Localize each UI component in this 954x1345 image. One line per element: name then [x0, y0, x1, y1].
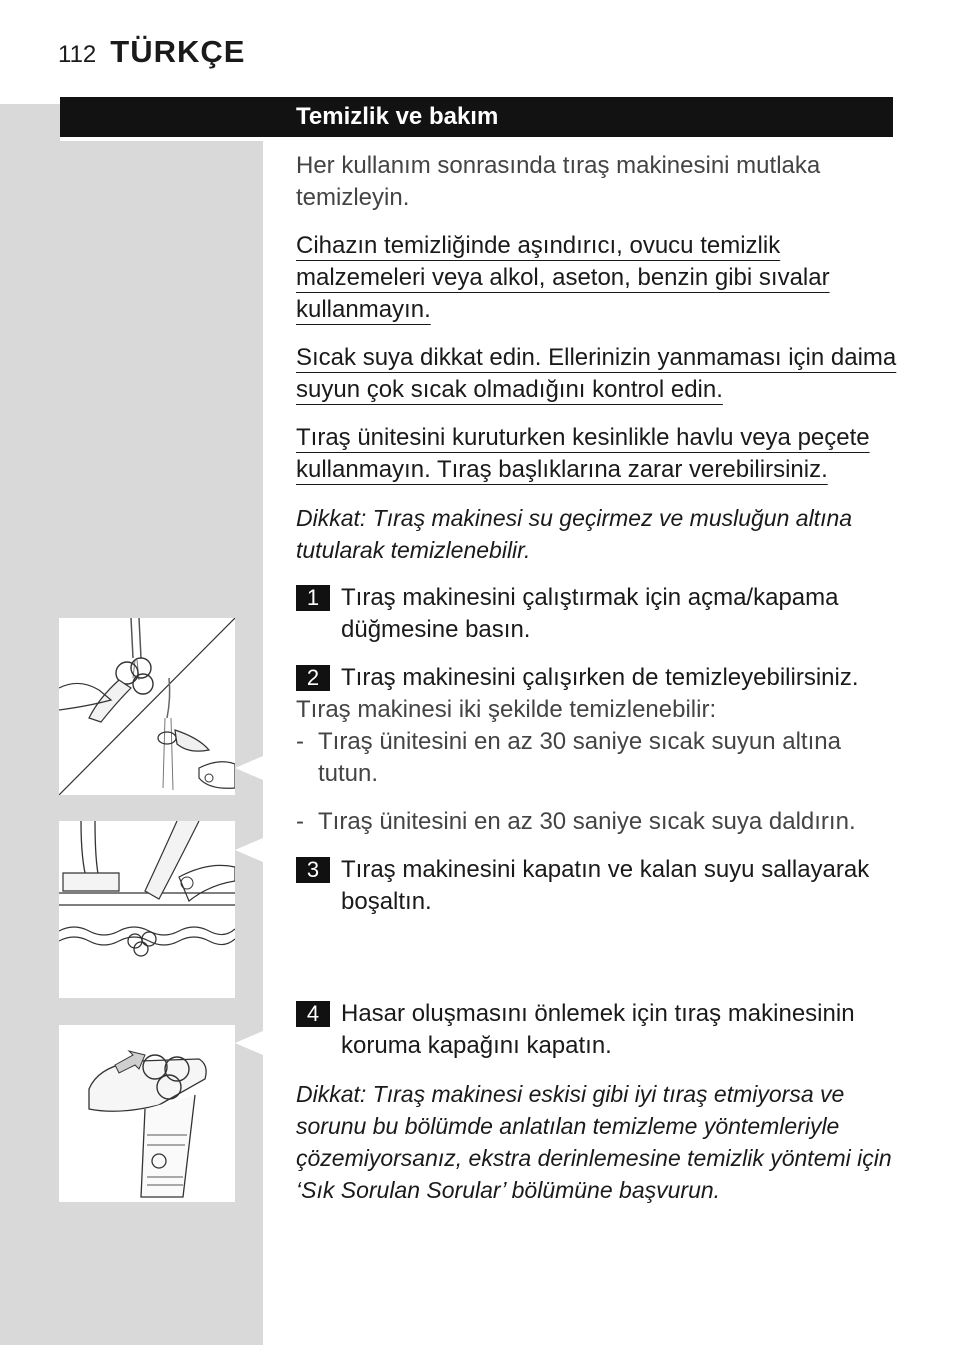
step-item: [296, 582, 906, 646]
page-header: [58, 34, 245, 70]
step-item: [296, 998, 906, 1062]
bullet-dash: -: [296, 808, 304, 835]
bullet-item: [296, 726, 906, 790]
main-content: [296, 150, 906, 1222]
figure-protection-cap: [59, 1025, 235, 1202]
step-item: [296, 854, 906, 918]
step-text: Tıraş makinesini kapatın ve kalan suyu sallayarak boşaltın.: [341, 856, 870, 915]
step-text: Tıraş makinesini çalışırken de temizleyebilirsiniz.: [341, 664, 859, 691]
section-header-bar: [60, 97, 893, 137]
step-text: Tıraş makinesini çalıştırmak için açma/kapama düğmesine basın.: [341, 584, 839, 643]
bullet-item: [296, 806, 906, 838]
bullet-text: Tıraş ünitesini en az 30 saniye sıcak suyun altına tutun.: [318, 728, 841, 787]
intro-text: Her kullanım sonrasında tıraş makinesini mutlaka temizleyin.: [296, 152, 821, 211]
step-number-badge: 4: [296, 1001, 330, 1027]
step-number-badge: 3: [296, 857, 330, 883]
warning-text: Tıraş ünitesini kuruturken kesinlikle havlu veya peçete kullanmayın. Tıraş başlıklarına zarar verebilirsiniz.: [296, 424, 870, 483]
step-detail-text: Tıraş makinesi iki şekilde temizlenebilir:: [296, 696, 717, 723]
bullet-dash: -: [296, 728, 304, 755]
page-number: 112: [58, 41, 97, 68]
section-title: Temizlik ve bakım: [296, 103, 499, 130]
figure-rinse-under-tap: [59, 618, 235, 795]
figure-pointer: [235, 1031, 263, 1055]
figure-pointer: [235, 838, 263, 862]
figure-pointer: [235, 756, 263, 780]
warning-text: Sıcak suya dikkat edin. Ellerinizin yanmaması için daima suyun çok sıcak olmadığını kontrol edin.: [296, 344, 897, 403]
step-number-badge: 2: [296, 665, 330, 691]
illustration-rinse-icon: [59, 618, 235, 795]
note-text: Dikkat: Tıraş makinesi su geçirmez ve musluğun altına tutularak temizlenebilir.: [296, 505, 853, 563]
step-number-badge: 1: [296, 585, 330, 611]
step-item: [296, 662, 906, 694]
illustration-immerse-icon: [59, 821, 235, 998]
warning-text: Cihazın temizliğinde aşındırıcı, ovucu temizlik malzemeleri veya alkol, aseton, benzin gibi sıvalar kullanmayın.: [296, 232, 830, 323]
note-text: Dikkat: Tıraş makinesi eskisi gibi iyi tıraş etmiyorsa ve sorunu bu bölümde anlatılan temizleme yöntemleriyle çözemiyorsanız, ekstra derinlemesine temizlik yöntemi için ‘Sık Sorulan Sorular’ bölümüne başvurun.: [296, 1081, 892, 1203]
step-text: Hasar oluşmasını önlemek için tıraş makinesinin koruma kapağını kapatın.: [341, 1000, 855, 1059]
language-title: TÜRKÇE: [110, 34, 246, 69]
divider: [60, 137, 263, 141]
figure-immerse-in-water: [59, 821, 235, 998]
bullet-text: Tıraş ünitesini en az 30 saniye sıcak suya daldırın.: [318, 808, 856, 835]
illustration-cap-icon: [59, 1025, 235, 1202]
